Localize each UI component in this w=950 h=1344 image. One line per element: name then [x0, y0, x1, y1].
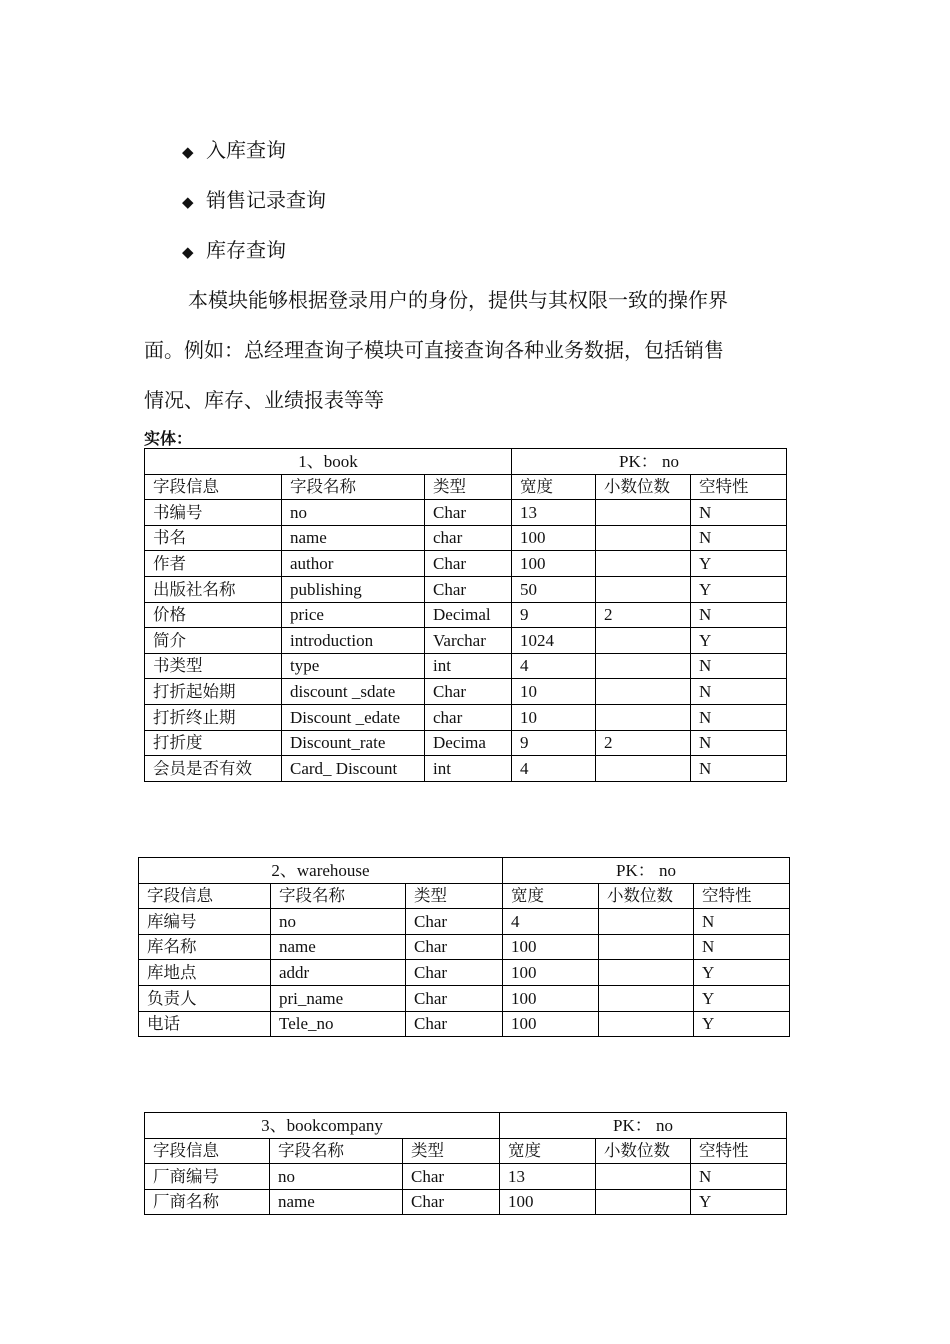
- table-cell: [596, 1164, 691, 1190]
- column-header: 空特性: [694, 883, 790, 909]
- table-cell: name: [270, 1189, 403, 1215]
- table-cell: no: [282, 500, 425, 526]
- column-header: 类型: [425, 474, 512, 500]
- table-cell: [596, 576, 691, 602]
- column-header: 宽度: [503, 883, 599, 909]
- column-header: 宽度: [512, 474, 596, 500]
- entity-table-bookcompany: [144, 1112, 787, 1215]
- table-row: [139, 985, 790, 1011]
- table-cell: Y: [694, 960, 790, 986]
- bullet-text: 入库查询: [206, 138, 286, 162]
- table-cell: [596, 551, 691, 577]
- table-cell: Card_ Discount: [282, 756, 425, 782]
- table-row: [145, 1189, 787, 1215]
- bullet-item: [182, 236, 286, 266]
- column-header: 字段名称: [271, 883, 406, 909]
- primary-key: PK： no: [503, 858, 790, 884]
- table-cell: 打折起始期: [145, 679, 282, 705]
- table-cell: Char: [425, 551, 512, 577]
- table-cell: char: [425, 525, 512, 551]
- table-cell: 100: [503, 985, 599, 1011]
- table-header-row: [145, 474, 787, 500]
- bullet-item: [182, 136, 286, 166]
- entity-table-book: [144, 448, 787, 782]
- table-cell: 简介: [145, 628, 282, 654]
- table-cell: N: [691, 653, 787, 679]
- table-cell: [599, 934, 694, 960]
- table-cell: Char: [425, 576, 512, 602]
- table-cell: 100: [500, 1189, 596, 1215]
- table-row: [145, 576, 787, 602]
- table-row: [139, 934, 790, 960]
- table-cell: 库编号: [139, 909, 271, 935]
- table-cell: N: [691, 679, 787, 705]
- table-cell: Char: [425, 500, 512, 526]
- table-cell: 100: [503, 934, 599, 960]
- primary-key: PK： no: [500, 1113, 787, 1139]
- bullet-item: [182, 186, 326, 216]
- table-cell: int: [425, 756, 512, 782]
- table-cell: [596, 756, 691, 782]
- column-header: 字段信息: [145, 474, 282, 500]
- table-cell: 100: [503, 1011, 599, 1037]
- table-cell: pri_name: [271, 985, 406, 1011]
- column-header: 小数位数: [596, 474, 691, 500]
- table-cell: 厂商编号: [145, 1164, 270, 1190]
- paragraph-line: 本模块能够根据登录用户的身份，提供与其权限一致的操作界: [188, 288, 728, 312]
- column-header: 空特性: [691, 1138, 787, 1164]
- table-cell: 4: [512, 653, 596, 679]
- table-cell: 库名称: [139, 934, 271, 960]
- table-cell: discount _sdate: [282, 679, 425, 705]
- table-cell: Char: [406, 909, 503, 935]
- table-row: [145, 653, 787, 679]
- table-header-row: [145, 1138, 787, 1164]
- table-cell: 10: [512, 704, 596, 730]
- table-cell: [596, 679, 691, 705]
- table-cell: 书类型: [145, 653, 282, 679]
- table-cell: no: [270, 1164, 403, 1190]
- table-cell: [599, 960, 694, 986]
- table-title: 2、warehouse: [139, 858, 503, 884]
- table-cell: Decimal: [425, 602, 512, 628]
- table-title-row: [145, 1113, 787, 1139]
- table-cell: 打折终止期: [145, 704, 282, 730]
- entity-heading: 实体：: [144, 429, 193, 448]
- table-row: [145, 730, 787, 756]
- column-header: 宽度: [500, 1138, 596, 1164]
- table-title: 1、book: [145, 449, 512, 475]
- table-cell: 9: [512, 602, 596, 628]
- table-cell: 出版社名称: [145, 576, 282, 602]
- table-cell: 会员是否有效: [145, 756, 282, 782]
- bullet-text: 库存查询: [206, 238, 286, 262]
- table-cell: 4: [512, 756, 596, 782]
- table-title: 3、bookcompany: [145, 1113, 500, 1139]
- table-row: [145, 679, 787, 705]
- table-cell: 100: [503, 960, 599, 986]
- table-cell: price: [282, 602, 425, 628]
- table-cell: Char: [406, 985, 503, 1011]
- column-header: 类型: [403, 1138, 500, 1164]
- table-cell: Tele_no: [271, 1011, 406, 1037]
- table-row: [145, 551, 787, 577]
- table-cell: introduction: [282, 628, 425, 654]
- paragraph-line: 情况、库存、业绩报表等等: [144, 388, 384, 412]
- column-header: 字段名称: [270, 1138, 403, 1164]
- table-row: [145, 756, 787, 782]
- table-cell: N: [691, 525, 787, 551]
- column-header: 小数位数: [596, 1138, 691, 1164]
- table-cell: [596, 704, 691, 730]
- primary-key: PK： no: [512, 449, 787, 475]
- table-cell: N: [694, 909, 790, 935]
- diamond-bullet-icon: ◆: [182, 143, 194, 161]
- diamond-bullet-icon: ◆: [182, 193, 194, 211]
- table-cell: type: [282, 653, 425, 679]
- table-cell: author: [282, 551, 425, 577]
- column-header: 空特性: [691, 474, 787, 500]
- table-cell: Char: [406, 934, 503, 960]
- table-cell: 负责人: [139, 985, 271, 1011]
- table-row: [145, 602, 787, 628]
- table-cell: Y: [694, 1011, 790, 1037]
- table-cell: publishing: [282, 576, 425, 602]
- table-cell: Y: [691, 1189, 787, 1215]
- table-row: [139, 1011, 790, 1037]
- table-cell: N: [691, 730, 787, 756]
- table-cell: N: [691, 602, 787, 628]
- table-cell: 书编号: [145, 500, 282, 526]
- table-cell: 作者: [145, 551, 282, 577]
- table-cell: Char: [406, 1011, 503, 1037]
- table-cell: no: [271, 909, 406, 935]
- table-cell: 9: [512, 730, 596, 756]
- table-cell: Discount_rate: [282, 730, 425, 756]
- table-cell: N: [691, 704, 787, 730]
- table-cell: N: [691, 756, 787, 782]
- table-cell: 2: [596, 602, 691, 628]
- table-title-row: [145, 449, 787, 475]
- table-cell: 1024: [512, 628, 596, 654]
- paragraph-line: 面。例如：总经理查询子模块可直接查询各种业务数据，包括销售: [144, 338, 724, 362]
- table-cell: 书名: [145, 525, 282, 551]
- table-cell: 10: [512, 679, 596, 705]
- entity-table-warehouse: [138, 857, 790, 1037]
- table-cell: 2: [596, 730, 691, 756]
- table-cell: Char: [403, 1189, 500, 1215]
- table-cell: [596, 653, 691, 679]
- description-paragraph: [144, 275, 814, 425]
- table-cell: [599, 909, 694, 935]
- table-row: [145, 704, 787, 730]
- table-cell: [596, 628, 691, 654]
- table-row: [145, 628, 787, 654]
- table-cell: [596, 525, 691, 551]
- column-header: 字段信息: [139, 883, 271, 909]
- table-cell: [599, 985, 694, 1011]
- table-cell: int: [425, 653, 512, 679]
- table-cell: 13: [512, 500, 596, 526]
- table-row: [139, 960, 790, 986]
- table-cell: Decima: [425, 730, 512, 756]
- column-header: 小数位数: [599, 883, 694, 909]
- table-cell: char: [425, 704, 512, 730]
- table-cell: 价格: [145, 602, 282, 628]
- table-cell: [596, 1189, 691, 1215]
- table-title-row: [139, 858, 790, 884]
- table-cell: 打折度: [145, 730, 282, 756]
- table-cell: 电话: [139, 1011, 271, 1037]
- table-cell: N: [694, 934, 790, 960]
- table-cell: 厂商名称: [145, 1189, 270, 1215]
- table-cell: 13: [500, 1164, 596, 1190]
- table-cell: [599, 1011, 694, 1037]
- table-cell: addr: [271, 960, 406, 986]
- table-cell: 4: [503, 909, 599, 935]
- table-cell: N: [691, 1164, 787, 1190]
- table-cell: 100: [512, 551, 596, 577]
- bullet-text: 销售记录查询: [206, 188, 326, 212]
- table-cell: 50: [512, 576, 596, 602]
- table-row: [145, 1164, 787, 1190]
- table-cell: Char: [406, 960, 503, 986]
- table-cell: Char: [425, 679, 512, 705]
- table-cell: name: [282, 525, 425, 551]
- table-cell: 100: [512, 525, 596, 551]
- table-cell: 库地点: [139, 960, 271, 986]
- table-cell: Y: [694, 985, 790, 1011]
- table-cell: [596, 500, 691, 526]
- column-header: 字段名称: [282, 474, 425, 500]
- column-header: 字段信息: [145, 1138, 270, 1164]
- table-row: [139, 909, 790, 935]
- table-cell: N: [691, 500, 787, 526]
- table-row: [145, 500, 787, 526]
- table-cell: Char: [403, 1164, 500, 1190]
- table-row: [145, 525, 787, 551]
- table-cell: name: [271, 934, 406, 960]
- table-header-row: [139, 883, 790, 909]
- table-cell: Y: [691, 551, 787, 577]
- table-cell: Y: [691, 628, 787, 654]
- diamond-bullet-icon: ◆: [182, 243, 194, 261]
- table-cell: Y: [691, 576, 787, 602]
- table-cell: Varchar: [425, 628, 512, 654]
- table-cell: Discount _edate: [282, 704, 425, 730]
- column-header: 类型: [406, 883, 503, 909]
